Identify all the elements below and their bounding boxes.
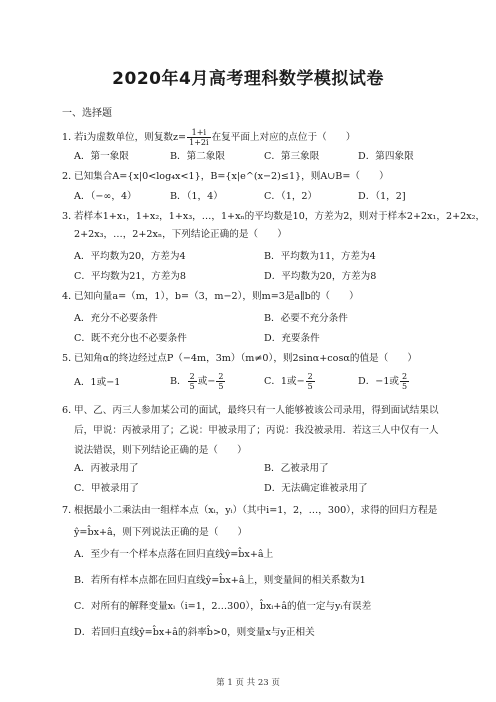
question-text: 甲、乙、丙三人参加某公司的面试，最终只有一人能够被该公司录用，得到面试结果以 bbox=[74, 405, 439, 416]
question-text: 若样本1+x₁，1+x₂，1+x₃，…，1+xₙ的平均数是10，方差为2，则对于样本2+2x₁，2+2x₂， bbox=[74, 211, 486, 222]
question-3 bbox=[62, 210, 486, 242]
option-b[interactable]: B．必要不充分条件 bbox=[264, 313, 348, 324]
option-c[interactable]: C．平均数为21，方差为8 bbox=[74, 271, 186, 282]
question-number: 2． bbox=[62, 171, 78, 182]
question-text: 根据最小二乘法由一组样本点（xᵢ，yᵢ）（其中i=1，2，…，300），求得的回归方程是 bbox=[74, 505, 438, 516]
question-number: 5． bbox=[62, 353, 78, 364]
question-number: 3． bbox=[62, 211, 78, 222]
question-text: 后，甲说：丙被录用了；乙说：甲被录用了；丙说：我没被录用．若这三人中仅有一人 bbox=[74, 425, 439, 436]
question-text: 说法错误，则下列结论正确的是（ ） bbox=[74, 445, 247, 456]
page-title: 2020年4月高考理科数学模拟试卷 bbox=[112, 69, 384, 89]
option-a[interactable]: A．至少有一个样本点落在回归直线ŷ=b̂x+â上 bbox=[74, 549, 274, 560]
question-number: 4． bbox=[62, 291, 78, 302]
fraction bbox=[188, 372, 197, 391]
question-number: 1． bbox=[62, 132, 78, 143]
question-1 bbox=[62, 128, 442, 147]
question-number: 6． bbox=[62, 405, 78, 416]
question-text: 已知集合A={x|0<log₄x<1}，B={x|e^(x−2)≤1}，则A∪B=（ ） bbox=[74, 171, 389, 182]
question-5 bbox=[62, 352, 442, 366]
page-footer: 第 1 页 共 23 页 bbox=[216, 678, 280, 688]
fraction-numerator: 2 bbox=[189, 372, 195, 381]
option-label: B． bbox=[170, 376, 187, 387]
option-c[interactable]: C．对所有的解释变量xᵢ（i=1，2…300），b̂xᵢ+â的值一定与yᵢ有误差 bbox=[74, 601, 372, 612]
option-label: C．1或− bbox=[264, 376, 305, 387]
option-a[interactable]: A．1或−1 bbox=[74, 377, 121, 388]
option-b[interactable]: B．若所有样本点都在回归直线ŷ=b̂x+â上，则变量间的相关系数为1 bbox=[74, 575, 366, 586]
option-c[interactable]: C．既不充分也不必要条件 bbox=[74, 333, 187, 344]
section-heading: 一、选择题 bbox=[62, 108, 112, 119]
fraction-denominator: 5 bbox=[189, 382, 195, 391]
question-text: ŷ=b̂x+â，则下列说法正确的是（ ） bbox=[74, 527, 248, 538]
question-6 bbox=[62, 404, 442, 458]
option-d[interactable]: D．无法确定谁被录用了 bbox=[264, 483, 368, 494]
fraction-denominator: 1+2i bbox=[189, 138, 209, 147]
fraction-numerator: 2 bbox=[307, 372, 313, 381]
option-d[interactable]: D．若回归直线ŷ=b̂x+â的斜率b̂>0，则变量x与y正相关 bbox=[74, 627, 315, 638]
option-b[interactable]: B．乙被录用了 bbox=[264, 463, 329, 474]
option-a[interactable]: A．充分不必要条件 bbox=[74, 313, 158, 324]
option-d[interactable] bbox=[358, 372, 410, 391]
fraction-denominator: 5 bbox=[218, 382, 224, 391]
question-text: 已知向量a=（m，1），b=（3，m−2），则m=3是a∥b的（ ） bbox=[74, 291, 359, 302]
fraction-denominator: 5 bbox=[402, 382, 408, 391]
option-d[interactable]: D．第四象限 bbox=[358, 151, 414, 162]
fraction bbox=[306, 372, 315, 391]
fraction-numerator: 2 bbox=[402, 372, 408, 381]
option-a[interactable]: A．（−∞，4） bbox=[74, 191, 137, 202]
question-text: 已知角α的终边经过点P（−4m，3m）（m≠0），则2sinα+cosα的值是（ ） bbox=[74, 353, 418, 364]
fraction bbox=[216, 372, 225, 391]
option-c[interactable]: C．甲被录用了 bbox=[74, 483, 139, 494]
option-c[interactable] bbox=[264, 372, 316, 391]
option-a[interactable]: A．第一象限 bbox=[74, 151, 129, 162]
option-c[interactable]: C．（1，2） bbox=[264, 191, 318, 202]
option-text: 或− bbox=[197, 376, 216, 387]
fraction-numerator: 1+i bbox=[187, 128, 210, 138]
question-4 bbox=[62, 290, 442, 304]
question-7 bbox=[62, 504, 442, 540]
option-b[interactable]: B．平均数为11，方差为4 bbox=[264, 251, 376, 262]
option-d[interactable]: D．充要条件 bbox=[264, 333, 320, 344]
fraction-numerator: 2 bbox=[218, 372, 224, 381]
option-label: D．−1或 bbox=[358, 376, 400, 387]
question-text: 若i为虚数单位，则复数z= bbox=[74, 132, 187, 143]
option-b[interactable] bbox=[170, 372, 226, 391]
option-b[interactable]: B．（1，4） bbox=[170, 191, 223, 202]
fraction-denominator: 5 bbox=[307, 382, 313, 391]
question-number: 7． bbox=[62, 505, 78, 516]
option-a[interactable]: A．丙被录用了 bbox=[74, 463, 139, 474]
question-2 bbox=[62, 170, 442, 184]
question-text: 2+2x₃，…，2+2xₙ，下列结论正确的是（ ） bbox=[74, 229, 287, 240]
option-d[interactable]: D．（1，2] bbox=[358, 191, 406, 202]
option-b[interactable]: B．第二象限 bbox=[170, 151, 226, 162]
fraction bbox=[187, 128, 210, 147]
option-d[interactable]: D．平均数为20，方差为8 bbox=[264, 271, 377, 282]
fraction bbox=[400, 372, 409, 391]
question-text: 在复平面上对应的点位于（ ） bbox=[211, 132, 356, 143]
option-a[interactable]: A．平均数为20，方差为4 bbox=[74, 251, 186, 262]
options-5 bbox=[74, 372, 454, 400]
option-c[interactable]: C．第三象限 bbox=[264, 151, 320, 162]
